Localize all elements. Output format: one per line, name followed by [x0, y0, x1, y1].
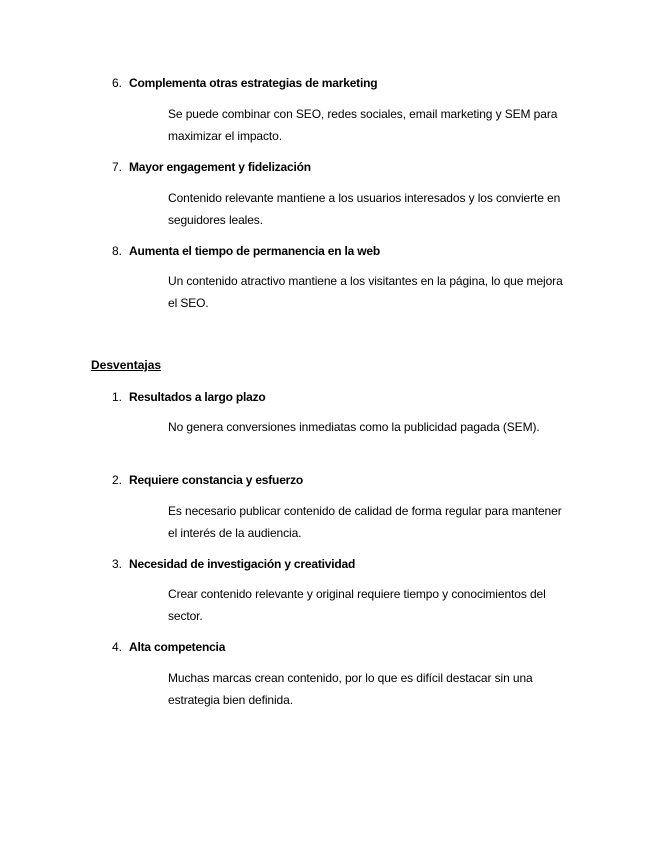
- item-description: Un contenido atractivo mantiene a los visitantes en la página, lo que mejora el SEO.: [168, 274, 563, 310]
- item-title: Alta competencia: [129, 640, 226, 654]
- item-number: 1.: [111, 390, 122, 404]
- item-number: 6.: [111, 76, 122, 90]
- item-number: 4.: [111, 640, 122, 654]
- item-number: 2.: [111, 473, 122, 487]
- item-title: Requiere constancia y esfuerzo: [129, 473, 304, 487]
- item-number: 3.: [111, 557, 122, 571]
- item-description: Se puede combinar con SEO, redes sociales, email marketing y SEM para maximizar el impacto.: [168, 107, 558, 143]
- item-title: Necesidad de investigación y creatividad: [129, 557, 356, 571]
- item-title: Complementa otras estrategias de marketing: [129, 76, 378, 90]
- item-title: Aumenta el tiempo de permanencia en la web: [129, 244, 381, 258]
- section-heading-desventajas: Desventajas: [91, 358, 162, 372]
- item-number: 7.: [111, 160, 122, 174]
- item-number: 8.: [111, 244, 122, 258]
- item-description: Crear contenido relevante y original requiere tiempo y conocimientos del sector.: [168, 587, 546, 623]
- item-title: Resultados a largo plazo: [129, 390, 266, 404]
- item-description: No genera conversiones inmediatas como la publicidad pagada (SEM).: [168, 420, 540, 434]
- item-description: Contenido relevante mantiene a los usuarios interesados y los convierte en seguidores leales.: [168, 191, 561, 227]
- item-description: Muchas marcas crean contenido, por lo que es difícil destacar sin una estrategia bien definida.: [168, 671, 533, 707]
- item-title: Mayor engagement y fidelización: [129, 160, 311, 174]
- item-description: Es necesario publicar contenido de calidad de forma regular para mantener el interés de la audiencia.: [168, 504, 562, 540]
